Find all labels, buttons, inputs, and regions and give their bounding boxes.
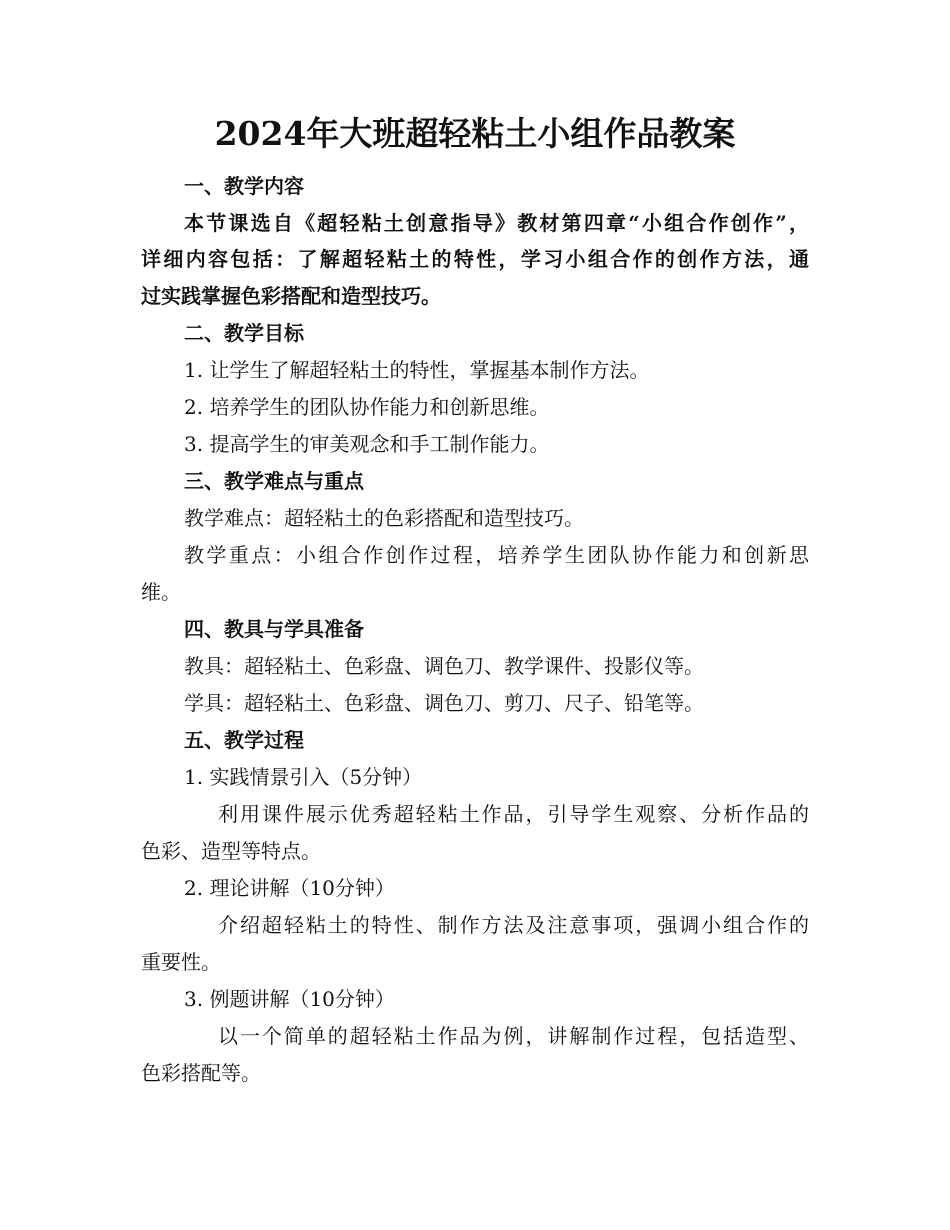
step-heading: 1. 实践情景引入（5分钟） bbox=[184, 765, 423, 789]
paragraph-line: 详细内容包括：了解超轻粘土的特性，学习小组合作的创作方法，通 bbox=[141, 247, 809, 271]
paragraph-line: 以一个简单的超轻粘土作品为例，讲解制作过程，包括造型、 bbox=[218, 1024, 809, 1048]
section-heading-process: 五、教学过程 bbox=[184, 728, 304, 752]
list-item: 1. 让学生了解超轻粘土的特性，掌握基本制作方法。 bbox=[184, 358, 650, 382]
paragraph-line: 色彩、造型等特点。 bbox=[141, 839, 321, 863]
list-item: 2. 培养学生的团队协作能力和创新思维。 bbox=[184, 395, 550, 419]
paragraph-line: 教学重点：小组合作创作过程，培养学生团队协作能力和创新思 bbox=[184, 543, 809, 567]
paragraph-line: 重要性。 bbox=[141, 950, 221, 974]
paragraph-line: 教具：超轻粘土、色彩盘、调色刀、教学课件、投影仪等。 bbox=[184, 654, 704, 678]
paragraph-line: 色彩搭配等。 bbox=[141, 1061, 261, 1085]
section-heading-key-points: 三、教学难点与重点 bbox=[184, 469, 364, 493]
paragraph-line: 利用课件展示优秀超轻粘土作品，引导学生观察、分析作品的 bbox=[218, 802, 809, 826]
paragraph-line: 教学难点：超轻粘土的色彩搭配和造型技巧。 bbox=[184, 506, 584, 530]
paragraph-line: 本节课选自《超轻粘土创意指导》教材第四章“小组合作创作”， bbox=[184, 211, 809, 235]
section-heading-content: 一、教学内容 bbox=[184, 174, 304, 198]
paragraph-line: 过实践掌握色彩搭配和造型技巧。 bbox=[141, 284, 441, 308]
document-title: 2024年大班超轻粘土小组作品教案 bbox=[214, 114, 736, 153]
paragraph-line: 介绍超轻粘土的特性、制作方法及注意事项，强调小组合作的 bbox=[218, 913, 809, 937]
step-heading: 2. 理论讲解（10分钟） bbox=[184, 876, 395, 900]
step-heading: 3. 例题讲解（10分钟） bbox=[184, 987, 395, 1011]
list-item: 3. 提高学生的审美观念和手工制作能力。 bbox=[184, 432, 550, 456]
paragraph-line: 维。 bbox=[141, 580, 181, 604]
section-heading-goals: 二、教学目标 bbox=[184, 321, 304, 345]
paragraph-line: 学具：超轻粘土、色彩盘、调色刀、剪刀、尺子、铅笔等。 bbox=[184, 691, 704, 715]
section-heading-materials: 四、教具与学具准备 bbox=[184, 617, 364, 641]
